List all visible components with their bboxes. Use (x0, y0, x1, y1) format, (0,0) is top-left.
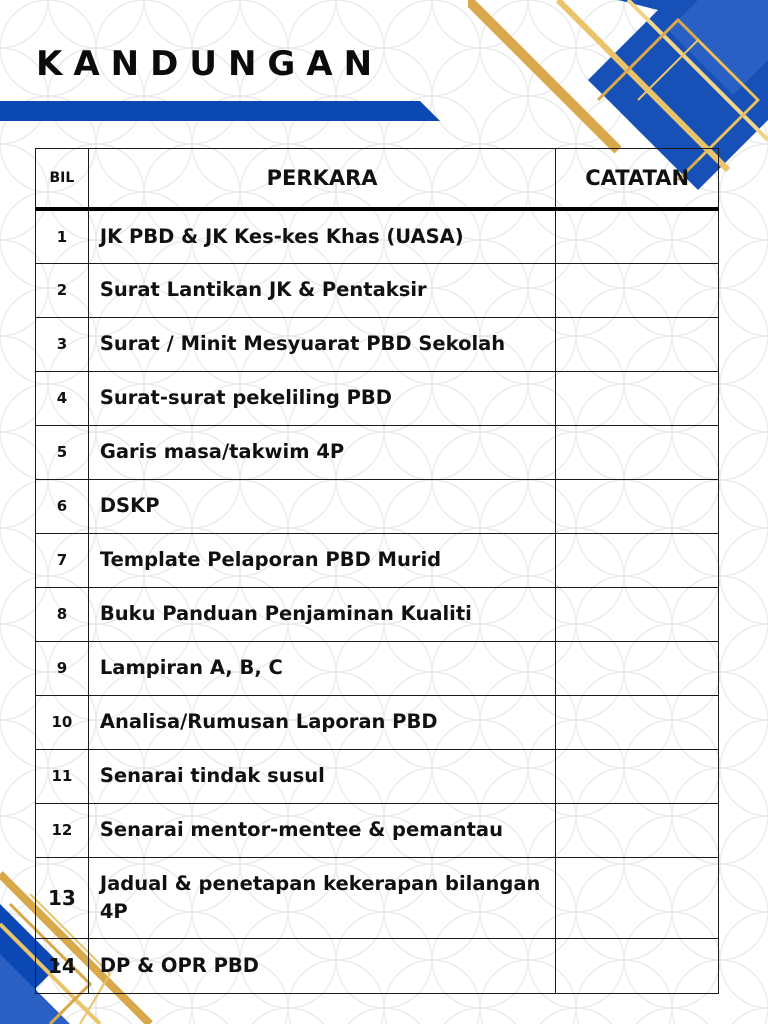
header-bil: BIL (36, 149, 89, 210)
row-note-cell (556, 587, 719, 641)
header-catatan: CATATAN (556, 149, 719, 210)
row-item: Garis masa/takwim 4P (88, 425, 555, 479)
row-note-cell (556, 209, 719, 263)
row-item: Surat-surat pekeliling PBD (88, 371, 555, 425)
row-item: Lampiran A, B, C (88, 641, 555, 695)
row-number: 11 (36, 749, 89, 803)
table-row (36, 938, 719, 993)
header-perkara: PERKARA (88, 149, 555, 210)
row-note-cell (556, 749, 719, 803)
row-number: 4 (36, 371, 89, 425)
row-number: 9 (36, 641, 89, 695)
table-row (36, 209, 719, 263)
row-note-cell (556, 533, 719, 587)
row-number: 14 (36, 938, 89, 993)
row-number: 1 (36, 209, 89, 263)
row-note-cell (556, 803, 719, 857)
row-item: Analisa/Rumusan Laporan PBD (88, 695, 555, 749)
table-row (36, 371, 719, 425)
table-row (36, 749, 719, 803)
table-row (36, 695, 719, 749)
row-number: 8 (36, 587, 89, 641)
row-number: 2 (36, 263, 89, 317)
row-item: Surat Lantikan JK & Pentaksir (88, 263, 555, 317)
row-note-cell (556, 425, 719, 479)
row-item: Buku Panduan Penjaminan Kualiti (88, 587, 555, 641)
table-row (36, 263, 719, 317)
row-note-cell (556, 371, 719, 425)
row-number: 3 (36, 317, 89, 371)
table-row (36, 479, 719, 533)
row-number: 12 (36, 803, 89, 857)
table-row (36, 857, 719, 938)
table-row (36, 317, 719, 371)
row-item: Jadual & penetapan kekerapan bilangan 4P (88, 857, 555, 938)
row-item: Senarai tindak susul (88, 749, 555, 803)
row-item: DSKP (88, 479, 555, 533)
row-number: 7 (36, 533, 89, 587)
table-row (36, 425, 719, 479)
row-item: DP & OPR PBD (88, 938, 555, 993)
row-note-cell (556, 641, 719, 695)
row-note-cell (556, 938, 719, 993)
page-title: KANDUNGAN (36, 44, 384, 84)
row-note-cell (556, 317, 719, 371)
table-header-row (36, 149, 719, 210)
row-note-cell (556, 263, 719, 317)
table-row (36, 803, 719, 857)
row-item: Senarai mentor-mentee & pemantau (88, 803, 555, 857)
table-row (36, 587, 719, 641)
row-number: 6 (36, 479, 89, 533)
row-item: Surat / Minit Mesyuarat PBD Sekolah (88, 317, 555, 371)
row-note-cell (556, 479, 719, 533)
table-row (36, 641, 719, 695)
row-number: 5 (36, 425, 89, 479)
row-note-cell (556, 857, 719, 938)
title-underline-bar (0, 101, 440, 121)
row-number: 13 (36, 857, 89, 938)
row-number: 10 (36, 695, 89, 749)
contents-table (35, 148, 719, 994)
row-item: Template Pelaporan PBD Murid (88, 533, 555, 587)
row-note-cell (556, 695, 719, 749)
row-item: JK PBD & JK Kes-kes Khas (UASA) (88, 209, 555, 263)
table-row (36, 533, 719, 587)
